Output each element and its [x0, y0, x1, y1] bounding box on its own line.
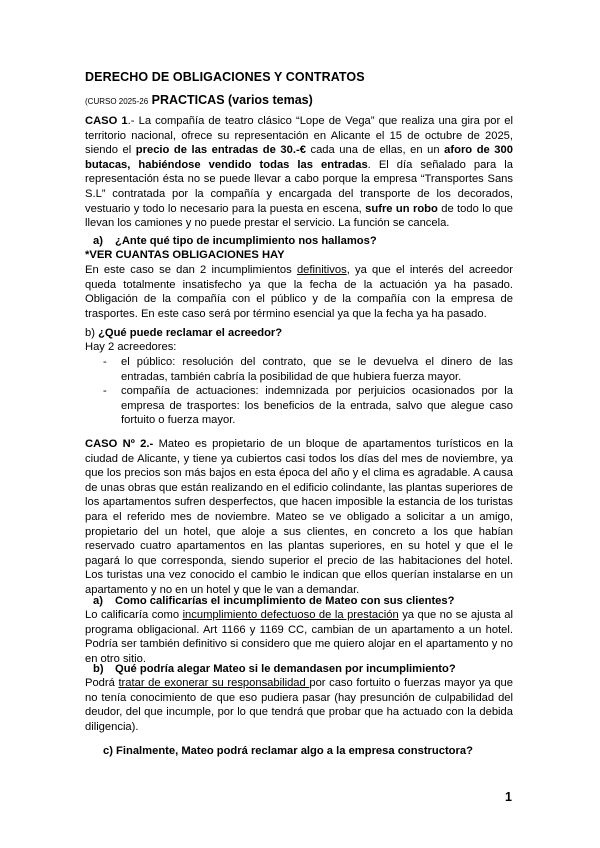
case-2-question-b: b) Qué podría alegar Mateo si le demandasen por incumplimiento?	[93, 663, 456, 675]
document-title: DERECHO DE OBLIGACIONES Y CONTRATOS	[85, 70, 365, 84]
case-1-answer-b-intro: Hay 2 acreedores:	[85, 341, 177, 353]
list-item: - el público: resolución del contrato, que se le devuelva el dinero de las entradas, también cabría la posibilidad de que hubiera fuerza mayor.	[103, 356, 513, 383]
case-1-creditors-list	[103, 355, 513, 428]
case-2-statement: CASO Nº 2.- Mateo es propietario de un bloque de apartamentos turísticos en la ciudad de Alicante, y tiene ya cubiertos casi todos los días del mes de noviembre, ya que los precios son más bajos en esta época del año y el clima es agradable. A causa de unas obras que están realizando en el edificio colindante, las plantas superiores de los apartamentos sufren desperfectos, que hacen imposible la estancia de los turistas para el referido mes de noviembre. Mateo se ve obligado a solicitar a un amigo, propietario del un hotel, que aloje a sus clientes, en concreto a los que habían reservado cuatro apartamentos en las plantas superiores, en su hotel y que el le pagará lo que corresponda, siendo superior el precio de las habitaciones del hotel. Los turistas una vez conocido el cambio le indican que ellos querían instalarse en un apartamento y no en un hotel y que le van a demandar.	[85, 438, 513, 596]
case-1-note: *VER CUANTAS OBLIGACIONES HAY	[85, 249, 285, 261]
case-2-question-a: a) Como calificarías el incumplimiento de Mateo con sus clientes?	[93, 595, 455, 607]
case-1-question-b: b) ¿Qué puede reclamar el acreedor?	[85, 327, 283, 339]
course-year: (CURSO 2025-26	[85, 97, 149, 106]
case-1-question-a: a) ¿Ante qué tipo de incumplimiento nos hallamos?	[93, 235, 377, 247]
case-1-answer-a: En este caso se dan 2 incumplimientos definitivos, ya que el interés del acreedor queda totalmente insatisfecho ya que la fecha de la actuación ya ha pasado. Obligación de la compañía con el público y de la compañía con la empresa de trasportes. En este caso será por término esencial ya que la fecha ya ha pasado.	[85, 264, 513, 320]
case-2-label: CASO Nº 2.-	[85, 438, 154, 450]
case-2-answer-a: Lo calificaría como incumplimiento defectuoso de la prestación ya que no se ajusta al programa obligacional. Art 1166 y 1169 CC, cambian de un apartamento a un hotel. Podría ser también definitivo si considero que me quiero alojar en el apartamento y no en otro sitio.	[85, 609, 513, 665]
case-1-statement: CASO 1.- La compañía de teatro clásico “Lope de Vega” que realiza una gira por el territorio nacional, ofrece su representación en Alicante el 15 de octubre de 2025, siendo el precio de las entradas de 30.-€ cada una de ellas, en un aforo de 300 butacas, habiéndose vendido todas las entradas. El día señalado para la representación ésta no se puede llevar a cabo porque la empresa “Transportes Sans S.L” contratada por la compañía y encargada del transporte de los decorados, vestuario y todo lo necesario para la puesta en escena, sufre un robo de todo lo que llevan los camiones y no puede prestar el servicio. La función se cancela.	[85, 115, 513, 230]
course-practicas: PRACTICAS (varios temas)	[151, 93, 313, 107]
case-2-answer-b: Podrá tratar de exonerar su responsabilidad por caso fortuito o fuerzas mayor ya que no tenía conocimiento de que eso pudiera pasar (hay presunción de culpabilidad del deudor, del que incumple, por lo que tendrá que probar que ha actuado con la debida diligencia).	[85, 677, 514, 733]
case-1-label: CASO 1	[85, 115, 128, 127]
case-2-question-c: c) Finalmente, Mateo podrá reclamar algo a la empresa constructora?	[103, 745, 473, 757]
list-item: - compañía de actuaciones: indemnizada por perjuicios ocasionados por la empresa de trasportes: los beneficios de la entrada, salvo que alegue caso fortuito o fuerza mayor.	[103, 385, 513, 427]
course-line	[85, 93, 513, 110]
page-number: 1	[505, 790, 512, 804]
